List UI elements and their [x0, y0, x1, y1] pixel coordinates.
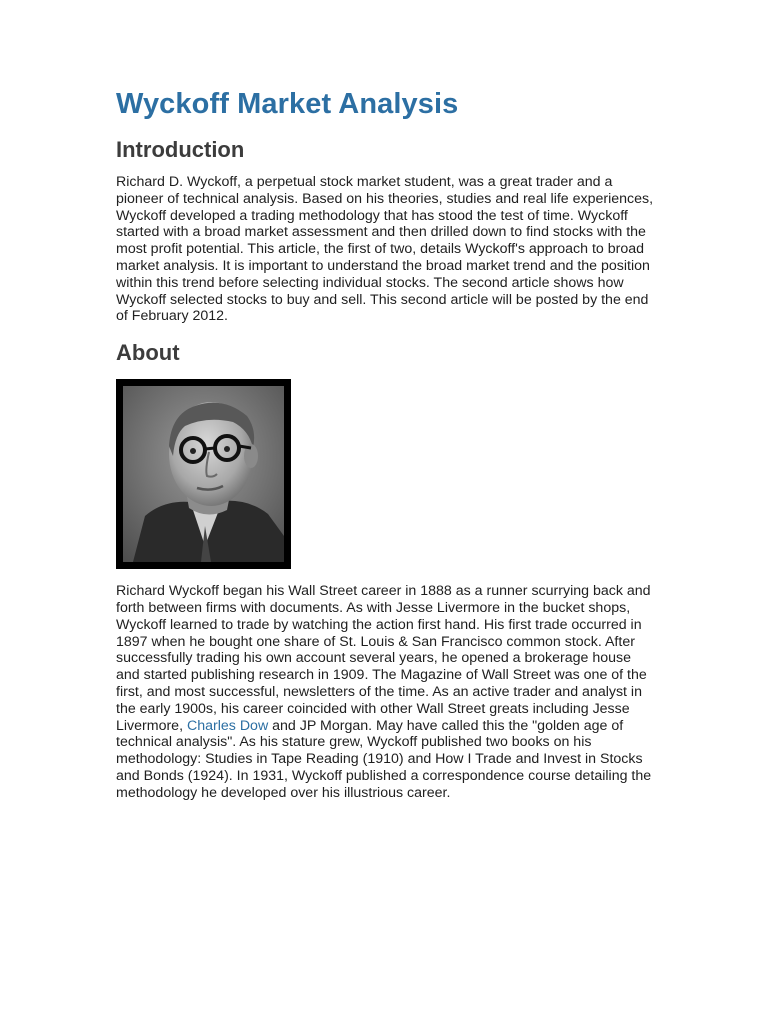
about-heading: About: [116, 340, 180, 366]
introduction-heading: Introduction: [116, 137, 245, 162]
article: [116, 86, 656, 802]
introduction-paragraph: Richard D. Wyckoff, a perpetual stock market student, was a great trader and a pioneer of technical analysis. Based on his theories, studies and real life experiences, Wyckoff developed a trading methodology that has stood the test of time. Wyckoff started with a broad market assessment and then drilled down to find stocks with the most profit potential. This article, the first of two, details Wyckoff's approach to broad market analysis. It is important to understand the broad market trend and the position within this trend before selecting individual stocks. The second article shows how Wyckoff selected stocks to buy and sell. This second article will be posted by the end of February 2012.: [116, 174, 654, 325]
about-paragraph: [116, 583, 656, 801]
about-text-after-link: and JP Morgan. May have called this the "golden age of technical analysis". As his stature grew, Wyckoff published two books on his methodology: Studies in Tape Reading (1910) and How I Trade and Invest in Stocks and Bonds (1924). In 1931, Wyckoff published a correspondence course detailing the methodology he developed over his illustrious career.: [116, 717, 652, 801]
about-text-before-link: Richard Wyckoff began his Wall Street career in 1888 as a runner scurrying back and forth between firms with documents. As with Jesse Livermore in the bucket shops, Wyckoff learned to trade by watching the action first hand. His first trade occurred in 1897 when he bought one share of St. Louis & San Francisco common stock. After successfully trading his own account several years, he opened a brokerage house and started publishing research in 1909. The Magazine of Wall Street was one of the first, and most successful, newsletters of the time. As an active trader and analyst in the early 1900s, his career coincided with other Wall Street greats including Jesse Livermore,: [116, 583, 651, 734]
portrait-photo: [123, 386, 284, 562]
page-title: Wyckoff Market Analysis: [116, 88, 459, 120]
charles-dow-link[interactable]: Charles Dow: [186, 717, 269, 734]
wyckoff-portrait-image: [116, 379, 291, 569]
